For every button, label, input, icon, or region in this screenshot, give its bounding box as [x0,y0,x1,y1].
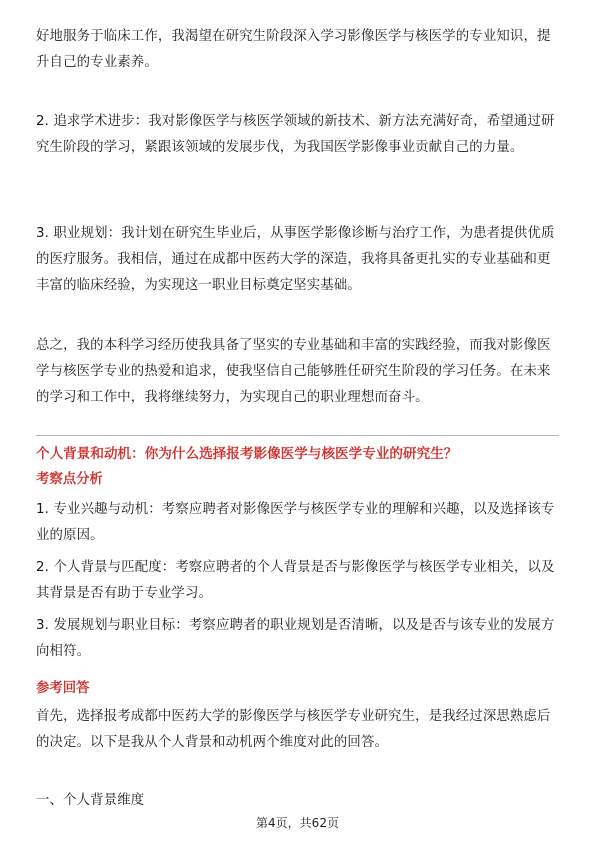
answer-paragraph: 首先，选择报考成都中医药大学的影像医学与核医学专业研究生，是我经过深思熟虑后的决定。以下是我从个人背景和动机两个维度对此的回答。 [36,709,551,750]
paragraph-academic-progress: 2. 追求学术进步：我对影像医学与核医学领域的新技术、新方法充满好奇，希望通过研究生阶段的学习，紧跟该领域的发展步伐，为我国医学影像事业贡献自己的力量。 [36,114,555,155]
analysis-item-2: 2. 个人背景与匹配度：考察应聘者的个人背景是否与影像医学与核医学专业相关，以及其背景是否有助于专业学习。 [36,560,555,601]
page-footer: 第4页，共62页 [256,816,339,830]
section-divider [36,435,559,436]
section-heading-personal-background: 一、个人背景维度 [36,793,145,808]
paragraph-intro-continued: 好地服务于临床工作，我渴望在研究生阶段深入学习影像医学与核医学的专业知识，提升自己的专业素养。 [36,29,551,70]
paragraph-summary: 总之，我的本科学习经历使我具备了坚实的专业基础和丰富的实践经验，而我对影像医学与核医学专业的热爱和追求，使我坚信自己能够胜任研究生阶段的学习任务。在未来的学习和工作中，我将继续努力，为实现自己的职业理想而奋斗。 [36,338,551,405]
question-title: 个人背景和动机：你为什么选择报考影像医学与核医学专业的研究生？ [36,446,458,462]
paragraph-career-plan: 3. 职业规划：我计划在研究生毕业后，从事医学影像诊断与治疗工作，为患者提供优质的医疗服务。我相信，通过在成都中医药大学的深造，我将具备更扎实的专业基础和更丰富的临床经验，为实现这一职业目标奠定坚实基础。 [36,226,555,293]
analysis-item-3: 3. 发展规划与职业目标：考察应聘者的职业规划是否清晰，以及是否与该专业的发展方向相符。 [36,618,555,659]
analysis-heading: 考察点分析 [36,472,103,487]
answer-heading: 参考回答 [36,681,90,696]
analysis-item-1: 1. 专业兴趣与动机：考察应聘者对影像医学与核医学专业的理解和兴趣，以及选择该专业的原因。 [36,502,555,543]
